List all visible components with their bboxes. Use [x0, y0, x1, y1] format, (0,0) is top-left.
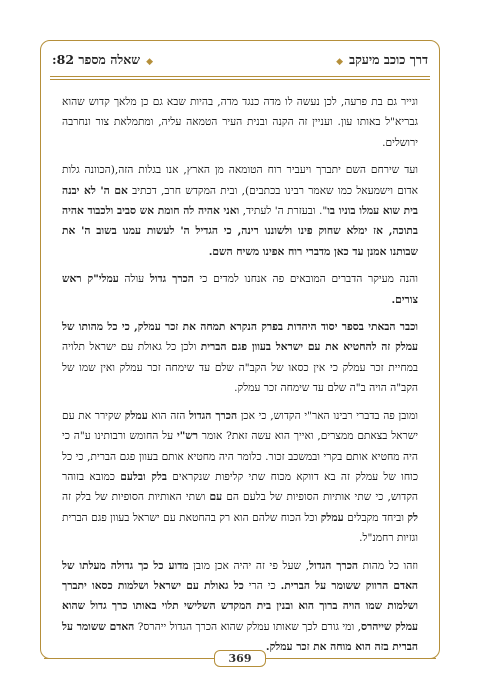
bold-text: כל גאולת עם ישראל ושלמות כסאו יתברך ושלמות שמו הויה ברוך הוא ובנין בית המקדש השלישי תלוי באותו כרך גדול שהוא עמלק שייהרס — [62, 579, 419, 633]
bold-text: הכרך גדול — [149, 273, 194, 286]
paragraph — [62, 160, 418, 262]
header-book-title — [330, 52, 428, 68]
bold-text: לק — [407, 511, 418, 524]
running-header — [52, 46, 428, 74]
header-rule — [50, 76, 430, 77]
text-run: וביחד מקבלים — [343, 511, 408, 524]
text-run: כי הרי — [243, 579, 281, 592]
text-run: הזה הוא — [147, 409, 190, 422]
bold-text: רש"י — [176, 430, 198, 443]
text-run: כמובא בזוהר הקדוש, כי שתי אותיות הסופיות של בלעם הם — [62, 470, 418, 504]
footer-rule-right — [270, 658, 436, 659]
bold-text: וכבר הבאתי בספר יסוד היהדות בפרק הנקרא תמחה את זכר עמלק, כי כל מהותו של עמלק זה להחטיא את עם ישראל בעוון פגם הברית — [62, 321, 419, 354]
ornament-icon: ◆ — [336, 57, 344, 67]
paragraph — [62, 556, 418, 658]
paragraph — [62, 92, 418, 153]
text-run: על החומש ורבותינו ע"ה כי היה מחטיא אותם בקרי ובמשכב זכור. כלומר היה מחטיא אותם בעוון פגם הברית, כי כל כוחו של עמלק זה בא דווקא מכוח שתי קליפות שנקראים — [62, 430, 418, 483]
paragraph — [62, 269, 418, 310]
text-run: ולכן כל גאולת עם ישראל תלויה במחיית זכר עמלק כי אין כסאו של הקב"ה שלם עד שימחה זכר עמלק ואין שמו של הקב"ה הויה ב"ה שלם עד שימחה זכר עמלק. — [62, 341, 418, 395]
text-run: ושתי האותיות הסופיות של בלק זה — [62, 491, 210, 504]
bold-text: עמלק — [124, 409, 148, 422]
bold-text: הכרך הגדול — [189, 409, 238, 422]
bold-text: מדוע כל כך גדולה מעלתו של האדם הרווק ששומר על הברית. — [62, 559, 419, 592]
text-run: וגייר גם בת פרעה, לכן נעשה לו מדה כנגד מדה, בהיות שבא גם כן מלאך קדוש שהוא גבריא"ל באותו עון. ועניין זה הקנה ובנית העיר הטמאה עליה, ומתמלאת צור ונחרבה ירושלים. — [62, 96, 418, 149]
text-run: , שעל פי זה יהיה אכן מובן — [188, 559, 309, 572]
text-run: עולה — [118, 273, 150, 286]
paragraph — [62, 406, 418, 549]
bold-text: עמלי"ק ראש צורים. — [62, 273, 418, 306]
text-run: ". ובעזרת ה' לעתיד, — [239, 205, 328, 218]
page-footer — [40, 645, 440, 671]
bold-text: הכרך הגדול — [308, 559, 358, 572]
text-run: וזהו כל מהות — [357, 559, 419, 572]
text-run: ועד שירחם השם יתברך ויעביר רוח הטומאה מן הארץ, אנו בגלות הזה,(הכוונה גלות אדום וישמעאל כמו שאמר רבינו בכתבים), ובית המקדש חרב, דכתיב — [62, 164, 418, 197]
bold-text: האדם ששומר על הברית בזה הוא מוחה את זכר עמלק. — [62, 620, 418, 654]
header-book-title-text: דרך כוכב מיעקב — [349, 52, 428, 67]
paragraph — [62, 317, 418, 399]
bold-text: עם — [209, 491, 223, 504]
body-text — [62, 92, 419, 654]
text-run: וכל הכוח שלהם הוא רק בהחטאת עם ישראל בעוון פגם הברית וגזיות רחמנ"ל. — [62, 511, 418, 545]
header-rule-secondary — [50, 79, 430, 80]
page-number: 369 — [214, 650, 267, 667]
footer-rule-left — [44, 658, 210, 659]
bold-text: עמלק — [320, 511, 344, 524]
text-run: והנה מעיקר הדברים המובאים פה אנחנו למדים כי — [193, 273, 418, 286]
header-chapter-text: שאלה מספר 82: — [52, 52, 141, 67]
text-run: , ומי גורם לכך שאותו עמלק שהוא הכרך הגדול ייהרס? — [134, 620, 361, 633]
text-run: שקירר את עם ישראל בצאתם ממצרים, ואייך הוא עשה זאת? אומר — [62, 409, 419, 443]
text-run: ומובן פה בדברי רבינו האר"י הקדוש, כי אכן — [237, 409, 419, 422]
bold-text: ואני אהיה לה חומת אש סביב ולכבוד אהיה בתוכה, אז ימלא שחוק פינו ולשוננו רינה, כי הגדיל ה' לעשות עמנו בשוב ה' את שבותנו אמנן עד כאן מדברי רוח אפינו משיח השם. — [62, 205, 418, 258]
ornament-icon: ◆ — [146, 57, 154, 67]
bold-text: אם ה' לא יבנה בית שוא עמלו בוניו בו — [62, 184, 418, 218]
header-chapter — [52, 52, 159, 68]
bold-text: בלק ובלעם — [120, 470, 167, 483]
